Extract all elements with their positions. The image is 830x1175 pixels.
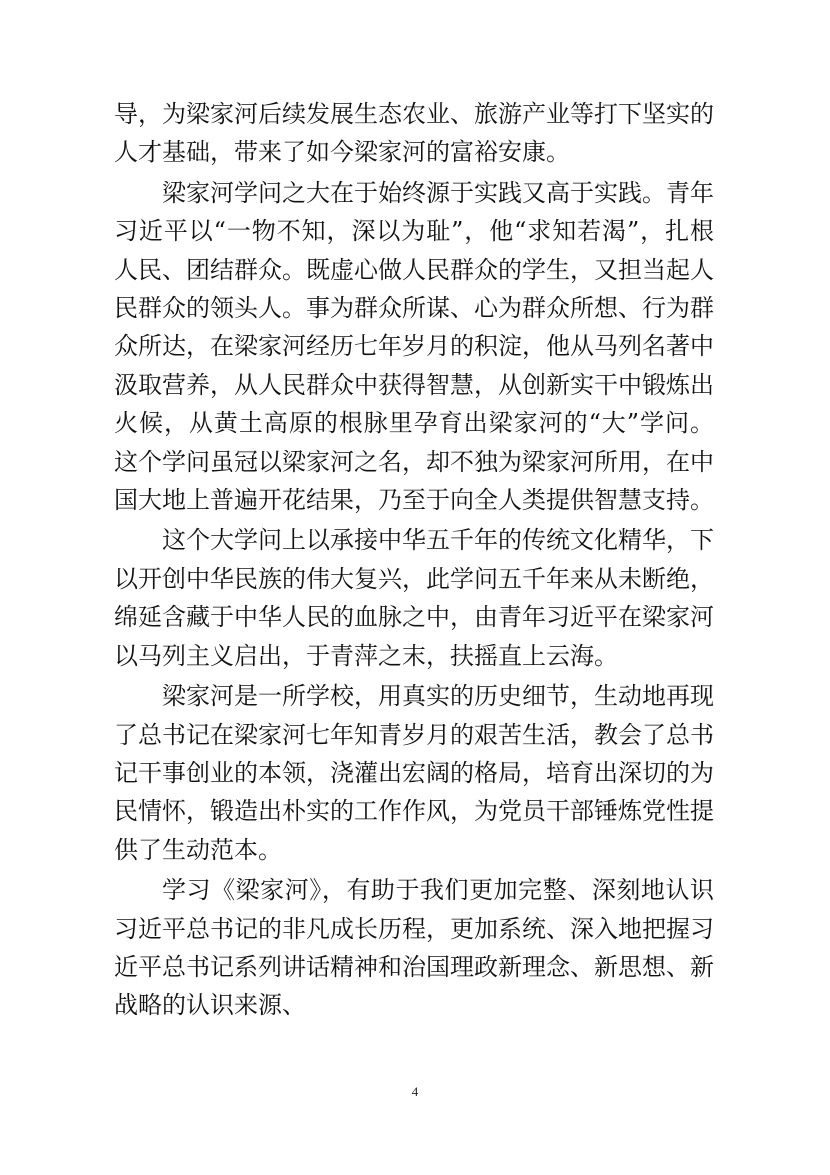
- paragraph-2: 梁家河学问之大在于始终源于实践又高于实践。青年习近平以“一物不知，深以为耻”，他“求知若渴”，扎根人民、团结群众。既虚心做人民群众的学生，又担当起人民群众的领头人。事为群众所谋、心为群众所想、行为群众所达，在梁家河经历七年岁月的积淀，他从马列名著中汲取营养，从人民群众中获得智慧，从创新实干中锻炼出火候，从黄土高原的根脉里孕育出梁家河的“大”学问。这个学问虽冠以梁家河之名，却不独为梁家河所用，在中国大地上普遍开花结果，乃至于向全人类提供智慧支持。: [114, 178, 714, 515]
- paragraph-3: 这个大学问上以承接中华五千年的传统文化精华，下以开创中华民族的伟大复兴，此学问五千年来从未断绝，绵延含藏于中华人民的血脉之中，由青年习近平在梁家河以马列主义启出，于青萍之末，扶摇直上云海。: [114, 526, 714, 670]
- body-text: [114, 95, 714, 1027]
- page-number: 4: [411, 1084, 419, 1099]
- paragraph-5: 学习《梁家河》，有助于我们更加完整、深刻地认识习近平总书记的非凡成长历程，更加系统、深入地把握习近平总书记系列讲话精神和治国理政新理念、新思想、新战略的认识来源、: [114, 876, 714, 1020]
- paragraph-1: 导，为梁家河后续发展生态农业、旅游产业等打下坚实的人才基础，带来了如今梁家河的富裕安康。: [114, 100, 714, 167]
- paragraph-4: 梁家河是一所学校，用真实的历史细节，生动地再现了总书记在梁家河七年知青岁月的艰苦生活，教会了总书记干事创业的本领，浇灌出宏阔的格局，培育出深切的为民情怀，锻造出朴实的工作作风，为党员干部锤炼党性提供了生动范本。: [114, 682, 714, 864]
